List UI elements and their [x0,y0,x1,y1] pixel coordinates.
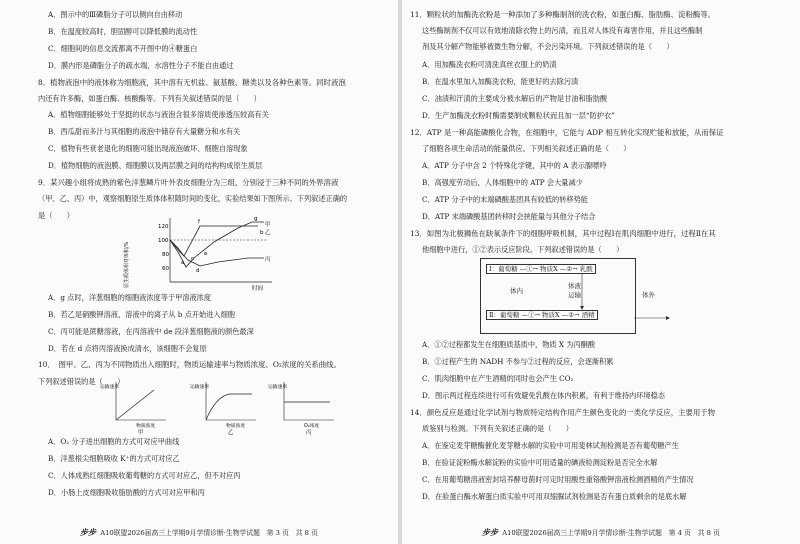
q10-jia-caption: 甲 [138,430,144,436]
q9-option-a: A．g 点时，洋葱细胞的细胞液浓度等于甲溶液浓度 [48,293,212,302]
q8-option-d: D．植物细胞的液泡膜、细胞膜以及两层膜之间的结构构成原生质层 [48,161,263,170]
q9-ytick-100: 100 [158,238,169,244]
q13-option-d: D．图示两过程连续进行可有效避免乳酸在体内积累，有利于维持内环境稳态 [422,391,665,400]
inner-label: 体内 [510,287,523,295]
q11-stem-3: 剂及其分解产物能够被微生物分解，不会污染环境。下列叙述错误的是（ ） [422,42,674,51]
q9-point-g: g [254,216,258,222]
q14-option-c: C．在用葡萄糖溶液密封培养酵母菌时可定时用酸性重铬酸钾溶液检测酒精的产生情况 [422,475,694,484]
q11-stem-2: 这些酶制剂不仅可以有效地清除衣物上的污渍，而且对人体没有毒害作用，并且这些酶制 [422,26,703,35]
page-3 [0,0,398,544]
q9-stem-1: 9．某兴趣小组将成熟的紫色洋葱鳞片叶外表皮细胞分为三组，分别浸于三种不同的外界溶液 [38,178,339,187]
q11-option-b: B．在温水里加入加酶洗衣粉，能更好的去除污渍 [422,77,579,86]
q9-point-d: d [196,268,200,274]
q11-option-c: C．油渍和汗渍的主要成分被水解后的产物是甘油和脂肪酸 [422,94,608,103]
q9-point-f: f [198,219,200,225]
q9-volume-chart [124,212,278,294]
q11-option-a: A．用加酶洗衣粉可清洗真丝衣服上的奶渍 [422,60,557,69]
q14-option-d: D．在验蛋白酶水解蛋白质实验中可用双缩脲试剂检测是否有蛋白质剩余的是底水解 [422,492,687,501]
q9-curve-jia [170,226,258,256]
q13-stem-1: 13．如图为北极狮鱼在缺氧条件下的细胞呼吸机制，其中过程Ⅰ在肌肉细胞中进行，过程Ⅱ在其 [410,229,716,238]
outer-label: 体外 [642,291,655,299]
q9-point-e: e [204,251,208,257]
q9-option-d: D．若在 d 点将丙溶液换成清水，该细胞不会复原 [48,344,207,353]
publisher-logo: 步步 [482,528,499,537]
q14-option-a: A．在鉴定麦芽糖酶催化麦芽糖水解的实验中可用斐林试剂检测是否有葡萄糖产生 [422,441,679,450]
q11-stem-1: 11．颗粒状的加酶洗衣粉是一种添加了多种酶制剂的洗衣粉，如蛋白酶、脂肪酶、淀粉酶等。 [410,10,716,19]
q9-chart-ylabel: 原生质体相对体积/% [124,241,130,288]
q10-option-a: A．O₂ 分子进出细胞的方式可对应甲曲线 [48,437,180,446]
q8-option-b: B．西瓜甜而多汁与其细胞的液泡中储存有大量糖分和水有关 [48,127,241,136]
q13-option-a: A．①②过程都发生在细胞质基质中，物质 X 为丙酮酸 [422,340,596,349]
q8-stem-1: 8．植物液泡中的液体称为细胞液，其中溶有无机盐、氨基酸、糖类以及各种色素等。同时液泡 [38,78,346,87]
publisher-logo: 步步 [80,528,97,537]
q14-stem-1: 14．颜色反应是通过化学试剂与物质特定结构作用产生颜色变化的一类化学反应，主要用于物 [410,408,716,417]
q13-option-b: B．①过程产生的 NADH 不参与②过程的反应，会逐渐积累 [422,357,614,366]
q10-bing-xlabel: O₂浓度 [304,424,320,429]
q7-option-b: B．在温度较高时，胆固醇可以降低膜的流动性 [48,27,198,36]
q12-stem-2: 了细胞各项生命活动的能量供应。下列相关叙述正确的是（ ） [422,144,631,153]
q9-stem-2: （甲、乙、丙）中，观察细胞原生质体体积随时间的变化，实验结果如下图所示。下列叙述正确的 [38,194,348,203]
q14-option-b: B．在验证淀粉酶水解淀粉的实验中可用适量的碘液检测淀粉是否完全水解 [422,458,658,467]
q9-ytick-120: 120 [158,224,169,230]
q7-option-c: C．细胞间的信息交流都离不开图中的④糖蛋白 [48,44,198,53]
q10-graph-jia [100,378,170,434]
q10-stem-2: 下列叙述错误的是（ ） [38,377,125,386]
q9-series-bing: 丙 [265,257,271,263]
q12-option-c: C．ATP 分子中的末端磷酸基团具有较低的转移势能 [422,195,588,204]
q9-point-b: b [260,230,264,236]
q12-option-b: B．高强度劳动后，人体细胞中的 ATP 会大量减少 [422,178,583,187]
q10-graph-bing [268,378,338,434]
process-2-box: Ⅱ：葡萄糖 —①→ 物质X —②→ 酒精 [486,310,598,320]
q11-option-d: D．生产加酶洗衣粉时酶需要制成颗粒状而且加一层“防护衣” [422,111,615,120]
q12-option-a: A．ATP 分子中含 2 个特殊化学键，其中的 A 表示腺嘌呤 [422,161,607,170]
q9-option-c: C．丙可能是蔗糖溶液，在丙溶液中 de 段洋葱细胞液的颜色最深 [48,327,254,336]
q9-ytick-80: 80 [162,252,169,258]
q14-stem-2: 质鉴别与检测。下列有关叙述正确的是（ ） [422,424,573,433]
q10-bing-caption: 丙 [306,430,312,436]
transport-label-2: 运输 [568,291,581,299]
q10-bing-ylabel: 运输速率 [268,385,288,390]
q10-jia-ylabel: 运输速率 [100,385,120,390]
q9-series-jia: 甲 [265,222,271,228]
q7-option-d: D．膜内形是磷脂分子的疏水端，水溶性分子不能自由通过 [48,61,234,70]
q10-option-d: D．小肠上皮细胞吸收脂肪酸的方式可对应甲和丙 [48,488,205,497]
q10-yi-curve [206,394,252,420]
diagram-arrows [552,272,672,322]
q10-option-c: C．人体成熟红细胞吸收葡萄糖的方式可对应乙，但不对应丙 [48,471,241,480]
q10-yi-xlabel: 物质浓度 [226,424,246,429]
q8-option-c: C．植物有些衰老退化的细胞可能出现液泡破坏、细胞自溶现象 [48,144,248,153]
q8-option-a: A．植物细胞能够处于坚挺的状态与液泡含很多溶质使渗透压较高有关 [48,110,269,119]
q10-jia-curve [116,390,154,420]
q8-stem-2: 内还有许多酶，如蛋白酶、核酸酶等。下列有关叙述错误的是（ ） [38,94,261,103]
q9-chart-xlabel: 时间 [252,286,264,292]
page-4 [402,0,800,544]
q9-stem-3: 是（ ） [38,211,74,220]
q9-ytick-60: 60 [162,266,169,272]
q12-stem-1: 12．ATP 是一种高能磷酸化合物，在细胞中，它能与 ADP 相互转化实现贮能和放能，从而保证 [410,128,724,137]
q13-option-c: C．肌肉细胞中在产生酒精的同时也会产生 CO₂ [422,374,574,383]
q10-yi-ylabel: 运输速率 [190,385,210,390]
q12-option-d: D．ATP 末端磷酸基团转移时会挟能量与其他分子结合 [422,212,596,221]
q10-option-b: B．洋葱根尖细胞吸收 K⁺的方式可对应乙 [48,454,180,463]
q10-stem-1: 10． 图甲、乙、丙为不同物质出入细胞时，物质运输速率与物质浓度、O₂浓度的关系曲线。 [38,360,341,369]
q9-point-a: a [181,260,185,266]
q9-option-b: B．若乙是硝酸钾溶液，溶液中的离子从 b 点开始进入细胞 [48,310,235,319]
q9-point-c: c [191,256,195,262]
page-3-footer: 步步 A10联盟2026届高三上学期9月学情诊断·生物学试题 第 3 页 共 8 页 [80,528,318,537]
q7-option-a: A．图示中的Ⅲ磷脂分子可以侧向自由移动 [48,10,183,19]
q9-series-yi: 乙 [265,230,271,236]
q10-yi-caption: 乙 [228,430,234,436]
page-4-footer: 步步 A10联盟2026届高三上学期9月学情诊断·生物学试题 第 4 页 共 8 页 [482,528,720,537]
transport-label-1: 体液 [568,282,581,290]
q10-graph-yi [190,378,260,434]
process-1-box: Ⅰ：葡萄糖 —①→ 物质X —②→ 乳酸 [486,264,596,274]
q13-stem-2: 他细胞中进行，①②表示反应阶段。下列叙述错误的是（ ） [422,245,624,254]
q10-jia-xlabel: 物质浓度 [136,424,156,429]
